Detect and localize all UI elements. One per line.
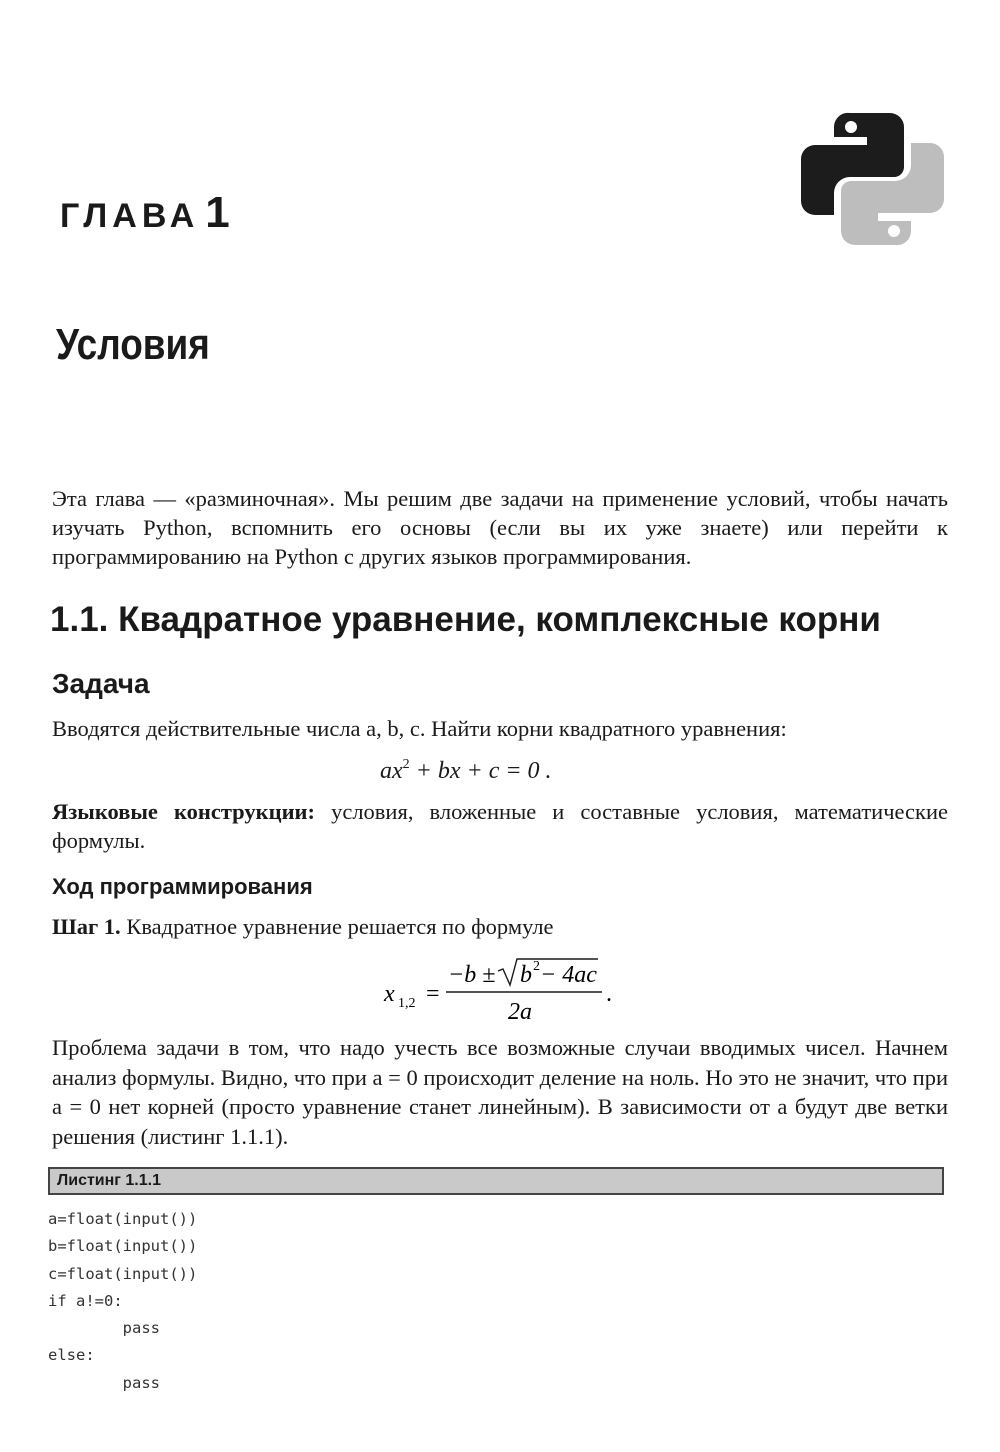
code-line: b=float(input()) bbox=[48, 1237, 198, 1256]
intro-paragraph: Эта глава — «разминочная». Мы решим две задачи на применение условий, чтобы начать изучать Python, вспомнить его основы (если вы их уже знаете) или перейти к программированию на Python с других языков программирования. bbox=[52, 486, 948, 569]
step-paragraph bbox=[52, 912, 948, 941]
chapter-number: 1 bbox=[205, 188, 230, 237]
formula-radicand-rest: − 4ac bbox=[540, 962, 597, 988]
code-line: c=float(input()) bbox=[48, 1264, 198, 1283]
formula-radicand-exp: 2 bbox=[533, 959, 540, 974]
chapter-label bbox=[60, 188, 230, 238]
code-line: else: bbox=[48, 1346, 95, 1365]
progress-heading: Ход программирования bbox=[52, 874, 313, 899]
formula-numerator-left: −b ± bbox=[448, 962, 496, 988]
formula-denominator: 2a bbox=[508, 999, 532, 1025]
equation-ax: ax bbox=[380, 758, 403, 784]
formula-equals: = bbox=[426, 981, 440, 1007]
listing-title: Листинг 1.1.1 bbox=[57, 1172, 161, 1189]
listing-header bbox=[48, 1167, 944, 1195]
root-formula bbox=[380, 955, 640, 1025]
code-line: if a!=0: bbox=[48, 1291, 123, 1310]
code-line: pass bbox=[48, 1373, 160, 1392]
constructs-label: Языковые конструкции: bbox=[52, 799, 316, 824]
constructs-paragraph bbox=[52, 797, 948, 855]
formula-radicand: b bbox=[520, 962, 532, 988]
chapter-label-text: ГЛАВА bbox=[60, 197, 200, 235]
constructs-text: условия, вложенные и составные условия, математические формулы. bbox=[52, 799, 948, 853]
code-line: a=float(input()) bbox=[48, 1210, 198, 1228]
step-text: Квадратное уравнение решается по формуле bbox=[120, 914, 554, 939]
code-listing bbox=[48, 1206, 197, 1397]
quadratic-equation bbox=[380, 758, 552, 785]
code-line: pass bbox=[48, 1319, 160, 1338]
equation-rest: + bx + c = 0 . bbox=[409, 758, 552, 784]
chapter-title: Условия bbox=[56, 320, 210, 369]
task-heading: Задача bbox=[52, 668, 150, 699]
step-label: Шаг 1. bbox=[52, 914, 121, 939]
section-title: 1.1. Квадратное уравнение, комплексные корни bbox=[50, 600, 881, 639]
equation-exponent: 2 bbox=[402, 757, 410, 772]
formula-lhs-sub: 1,2 bbox=[398, 996, 416, 1011]
task-paragraph: Вводятся действительные числа a, b, c. Найти корни квадратного уравнения: bbox=[52, 716, 787, 741]
formula-lhs: x bbox=[384, 981, 395, 1007]
python-logo-icon bbox=[795, 105, 950, 253]
problem-paragraph: Проблема задачи в том, что надо учесть все возможные случаи вводимых чисел. Начнем анализ формулы. Видно, что при a = 0 происходит деление на ноль. Но это не значит, что при a = 0 нет корней (просто уравнение станет линейным). В зависимости от a будут две ветки решения (листинг 1.1.1). bbox=[52, 1035, 948, 1149]
formula-period: . bbox=[606, 981, 612, 1007]
